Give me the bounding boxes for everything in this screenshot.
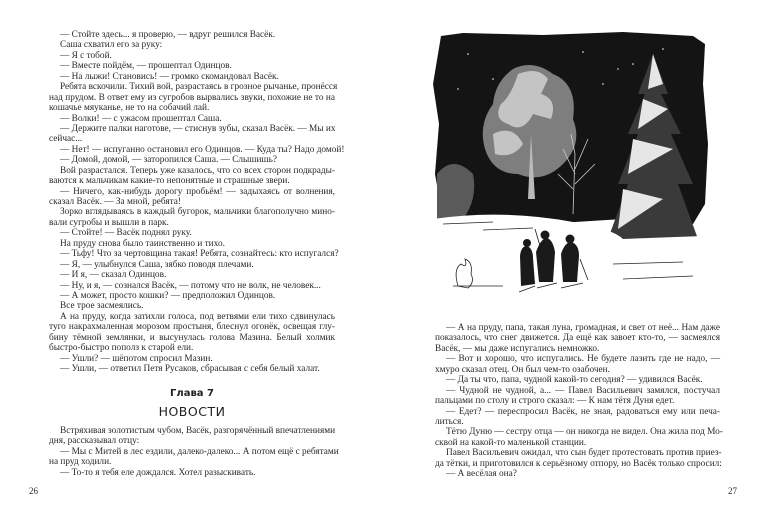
text-line: Встряхивая золотистым чубом, Васёк, разгорячённый впечатлениями [60, 426, 336, 436]
page-number-right: 27 [728, 486, 737, 496]
text-line: — Стойте! — Васёк поднял руку. [60, 228, 192, 239]
text-line: — Волки! — с ужасом прошептал Саша. [60, 113, 222, 124]
text-line: дня, рассказывал отцу: [49, 436, 140, 447]
text-line: туго накрахмаленная морозом простыня, блеснул огонёк, освещая глу- [49, 322, 335, 333]
text-line: Саша схватил его за руку: [60, 40, 163, 51]
text-line: На пруду снова было таинственно и тихо. [60, 238, 225, 249]
text-line: сейчас... [49, 134, 83, 145]
text-line: на пруд ходили. [49, 457, 112, 468]
text-line: — Нет! — испуганно остановил его Одинцов. — Куда ты? Надо домой! [60, 144, 345, 155]
chapter-number: Глава 7 [170, 388, 214, 399]
text-line: — Мы с Митей в лес ездили, далеко-далеко... А потом ещё с ребятами [60, 446, 339, 457]
left-page-text-bottom [49, 426, 339, 478]
text-line: А на пруду, когда затихли голоса, под ветвями ели тихо сдвинулась [60, 311, 335, 322]
text-line: — Ушли? — шёпотом спросил Мазин. [60, 353, 213, 364]
text-line: — Вот и хорошо, что испугались. Не будете лазить где не надо, — [446, 354, 720, 365]
text-line: — Вместе пойдём, — прошептал Одинцов. [60, 61, 232, 72]
text-line: Все трое засмеялись. [60, 301, 144, 312]
text-line: — Ушли, — ответил Петя Русаков, сбрасывая с себя белый халат. [60, 364, 320, 374]
night-forest-illustration [423, 24, 728, 299]
text-line: ваются к мальчикам какие-то непонятные и страшные звери. [49, 176, 290, 187]
text-line: — А может, просто кошки? — предположил Одинцов. [60, 290, 276, 301]
text-line: — Стойте здесь... я проверю, — вдруг решился Васёк. [60, 30, 276, 40]
page-number-left: 26 [29, 486, 38, 496]
text-line: — Я, — улыбнулся Саша, зябко поводя плечами. [60, 259, 254, 270]
text-line: литься. [435, 416, 464, 427]
text-line: — Ничего, как-нибудь дорогу пробьём! — задыхаясь от волнения, [60, 186, 335, 197]
text-line: — Да ты что, папа, чудной какой-то сегодня? — удивился Васёк. [446, 375, 703, 386]
text-line: — То-то я тебя еле дождался. Хотел разыскивать. [60, 467, 256, 478]
left-page-text-top [49, 30, 345, 374]
text-line: Зорко вглядываясь в каждый бугорок, мальчики благополучно мино- [60, 207, 335, 218]
right-page [385, 0, 770, 511]
text-line: — Едет? — переспросил Васёк, не зная, радоваться ему или печа- [446, 406, 720, 417]
text-line: Васёк, — мы даже испугались немножко. [435, 343, 600, 354]
text-line: — Ну, и я, — сознался Васёк, — потому что не волк, не человек... [60, 280, 321, 291]
right-page-text [435, 323, 723, 480]
text-line: — Домой, домой, — заторопился Саша. — Слышишь? [60, 155, 277, 166]
text-line: — И я, — сказал Одинцов. [60, 270, 167, 281]
text-line: — Держите палки наготове, — стиснув зубы, сказал Васёк. — Мы их [60, 123, 336, 134]
text-line: показалось, что снег движется. Да ещё как завоет кто-то, — засмеялся [435, 333, 720, 344]
text-line: — Я с тобой. [60, 50, 112, 61]
text-line: — А на пруду, папа, такая луна, громадная, и свет от неё... Нам даже [446, 323, 720, 333]
chapter-title: НОВОСТИ [158, 404, 226, 419]
text-line: — Чудной не чудной, а... — Павел Васильевич замялся, постучал [446, 385, 720, 396]
text-line: — Тьфу! Что за чертовщина такая! Ребята, сознайтесь: кто испугался? [60, 249, 339, 260]
text-line: над прудом. В ответ ему из сугробов вырвались звуки, похожие не то на [49, 92, 335, 103]
text-line: вали сугробы и вышли в парк. [49, 217, 169, 228]
text-line: бину тёмной землянки, и высунулась голова Мазина. Белый холмик [49, 332, 335, 343]
text-line: быстро-быстро пополз к старой ели. [49, 343, 194, 354]
text-line: Ребята вскочили. Тихий вой, разрастаясь в грозное рычанье, пронёсся [60, 82, 338, 93]
text-line: Павел Васильевич ожидал, что сын будет протестовать против приез- [446, 448, 722, 459]
text-line: хмуро сказал отец. Он был чем-то озабочен. [435, 364, 610, 375]
text-line: сквой на какой-то маленькой станции. [435, 437, 587, 448]
text-line: Вой разрастался. Теперь уже казалось, что со всех сторон подкрады- [60, 165, 335, 176]
text-line: пальцами по столу и строго сказал: — К нам тётя Дуня едет. [435, 396, 675, 407]
text-line: — На лыжи! Становись! — громко скомандовал Васёк. [60, 71, 279, 82]
text-line: кошачье мяуканье, не то на собачий лай. [49, 103, 210, 114]
text-line: Тётю Дуню — сестру отца — он никогда не видел. Она жила под Мо- [446, 427, 723, 438]
text-line: сказал Васёк. — За мной, ребята! [49, 197, 182, 207]
text-line: да тётки, и приготовился к серьёзному отпору, но Васёк только спросил: [435, 458, 722, 469]
text-line: — А весёлая она? [446, 469, 517, 480]
